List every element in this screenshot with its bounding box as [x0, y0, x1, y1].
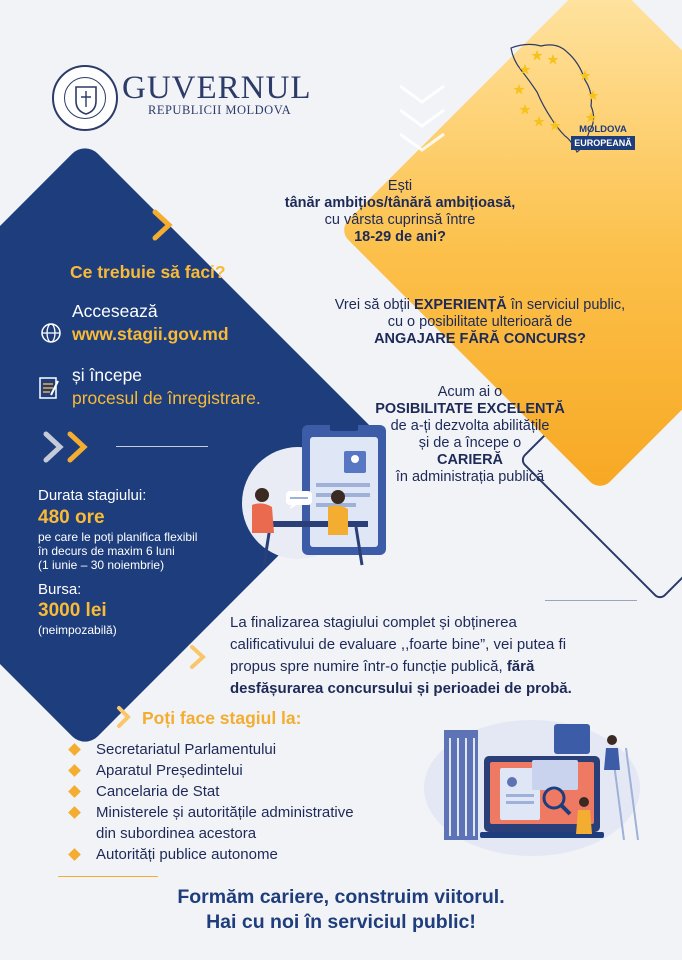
diamond-bullet-icon: [68, 743, 81, 756]
divider: [58, 876, 158, 877]
chevron-down-icon: [392, 78, 452, 158]
list-item: Secretariatul Parlamentului: [70, 739, 354, 760]
stipend-label: Bursa:: [38, 581, 82, 598]
diamond-bullet-icon: [68, 806, 81, 819]
steps-title: Ce trebuie să faci?: [70, 262, 226, 282]
registration-process: procesul de înregistrare.: [72, 388, 261, 408]
footer-slogan: Formăm cariere, construim viitorul.: [177, 886, 505, 908]
list-item-continuation: din subordinea acestora: [96, 825, 257, 842]
intro-text: Ești tânăr ambițios/tânără ambițioasă, cu vârsta cuprinsă între 18-29 de ani?: [284, 178, 516, 245]
duration-hours: 480 ore: [38, 507, 105, 528]
divider: [116, 446, 208, 447]
completion-text: La finalizarea stagiului complet și obținerea calificativului de evaluare ,,foarte bine”, vei putea fi propus spre numire într-o funcție publică, fără desfășurarea concursului și perioadei de probă.: [230, 614, 572, 697]
form-icon: [38, 375, 62, 401]
diamond-bullet-icon: [68, 764, 81, 777]
stipend-amount: 3000 lei: [38, 600, 107, 621]
interview-illustration: [240, 415, 390, 575]
access-label: Accesează: [72, 301, 158, 321]
diamond-bullet-icon: [68, 785, 81, 798]
list-item: Autorități publice autonome: [70, 844, 354, 865]
duration-label: Durata stagiului:: [38, 487, 147, 504]
list-item: Aparatul Președintelui: [70, 760, 354, 781]
list-item: Ministerele și autoritățile administrative: [70, 802, 354, 823]
divider: [545, 600, 637, 601]
page-title: GUVERNUL: [122, 70, 312, 106]
government-emblem-icon: [52, 65, 118, 131]
places-title: Poți face stagiul la:: [142, 708, 302, 728]
list-item: Cancelaria de Stat: [70, 781, 354, 802]
moldova-europeana-badge: MOLDOVA EUROPEANĂ: [567, 124, 639, 150]
opportunity-text: Acum ai o POSIBILITATE EXCELENTĂ de a-ți dezvolta abilitățile și de a începe o CARIERĂ în administrația publică: [375, 384, 565, 485]
page-subtitle: REPUBLICII MOLDOVA: [148, 103, 292, 117]
places-list: [70, 739, 354, 865]
duration-details: pe care le poți planifica flexibil în decurs de maxim 6 luni (1 iunie – 30 noiembrie): [38, 530, 198, 572]
footer-call-to-action: Hai cu noi în serviciul public!: [206, 911, 476, 933]
stipend-note: (neimpozabilă): [38, 623, 117, 637]
start-label: și începe: [72, 365, 143, 385]
question-text: Vrei să obții EXPERIENȚĂ în serviciul public, cu o posibilitate ulterioară de ANGAJARE FĂRĂ CONCURS?: [334, 297, 626, 347]
chevron-right-icon: [188, 644, 208, 670]
registration-link[interactable]: www.stagii.gov.md: [72, 324, 229, 344]
globe-icon: [40, 322, 62, 344]
chevron-right-icon: [150, 208, 176, 242]
office-illustration: [420, 708, 642, 858]
chevron-right-icon: [40, 429, 96, 465]
chevron-right-icon: [115, 705, 133, 729]
diamond-bullet-icon: [68, 848, 81, 861]
